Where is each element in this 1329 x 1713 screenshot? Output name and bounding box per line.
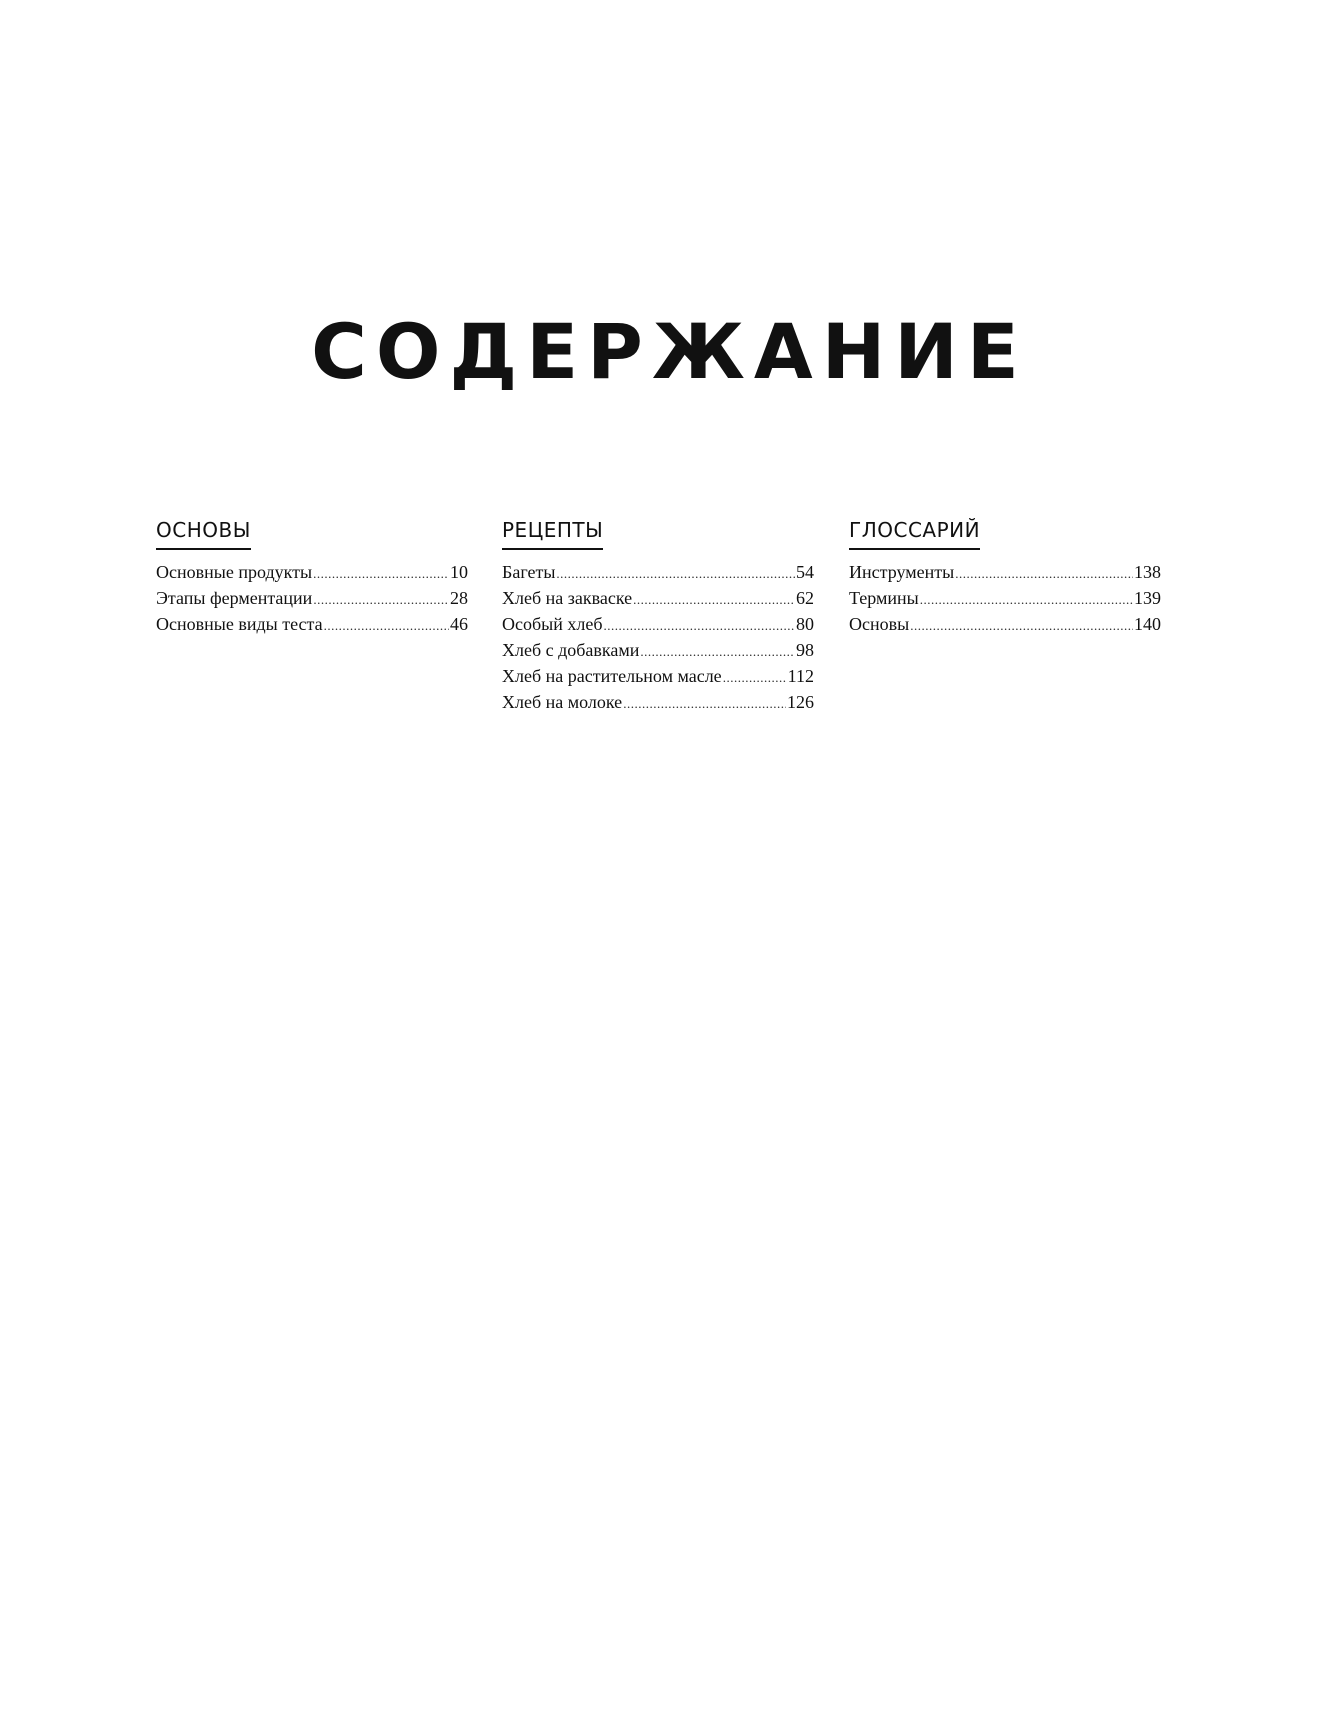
entry-title: Термины bbox=[849, 588, 919, 608]
dot-leader bbox=[640, 639, 795, 664]
toc-entry[interactable] bbox=[156, 560, 468, 586]
entry-page-number: 140 bbox=[1134, 614, 1161, 634]
toc-entry[interactable] bbox=[502, 586, 814, 612]
dot-leader bbox=[633, 587, 795, 612]
toc-entry[interactable] bbox=[156, 586, 468, 612]
toc-entry[interactable] bbox=[849, 612, 1161, 638]
toc-entry[interactable] bbox=[502, 638, 814, 664]
entry-page-number: 28 bbox=[450, 588, 468, 608]
dot-leader bbox=[313, 561, 449, 586]
entry-title: Основные виды теста bbox=[156, 614, 323, 634]
section-heading: ГЛОССАРИЙ bbox=[849, 517, 980, 550]
toc-list bbox=[849, 560, 1161, 638]
entry-page-number: 54 bbox=[796, 562, 814, 582]
toc-entry[interactable] bbox=[156, 612, 468, 638]
entry-page-number: 10 bbox=[450, 562, 468, 582]
toc-section-recipes bbox=[502, 517, 814, 716]
toc-entry[interactable] bbox=[849, 560, 1161, 586]
entry-title: Хлеб на закваске bbox=[502, 588, 633, 608]
entry-page-number: 46 bbox=[450, 614, 468, 634]
toc-entry[interactable] bbox=[502, 612, 814, 638]
dot-leader bbox=[623, 691, 786, 716]
entry-page-number: 62 bbox=[796, 588, 814, 608]
entry-title: Основные продукты bbox=[156, 562, 313, 582]
dot-leader bbox=[324, 613, 449, 638]
dot-leader bbox=[604, 613, 795, 638]
dot-leader bbox=[556, 561, 795, 586]
dot-leader bbox=[313, 587, 449, 612]
entry-page-number: 139 bbox=[1134, 588, 1161, 608]
toc-entry[interactable] bbox=[502, 560, 814, 586]
entry-title: Хлеб с добавками bbox=[502, 640, 640, 660]
entry-page-number: 138 bbox=[1134, 562, 1161, 582]
toc-entry[interactable] bbox=[502, 664, 814, 690]
entry-title: Инструменты bbox=[849, 562, 955, 582]
page-title: СОДЕРЖАНИЕ bbox=[311, 307, 1028, 396]
entry-title: Особый хлеб bbox=[502, 614, 603, 634]
entry-title: Этапы ферментации bbox=[156, 588, 313, 608]
toc-list bbox=[502, 560, 814, 716]
entry-page-number: 126 bbox=[787, 692, 814, 712]
entry-title: Хлеб на молоке bbox=[502, 692, 623, 712]
dot-leader bbox=[920, 587, 1133, 612]
section-heading: РЕЦЕПТЫ bbox=[502, 517, 603, 550]
dot-leader bbox=[910, 613, 1133, 638]
entry-title: Багеты bbox=[502, 562, 556, 582]
dot-leader bbox=[723, 665, 787, 690]
entry-title: Основы bbox=[849, 614, 910, 634]
toc-section-glossary bbox=[849, 517, 1161, 638]
entry-page-number: 80 bbox=[796, 614, 814, 634]
entry-page-number: 112 bbox=[787, 666, 814, 686]
dot-leader bbox=[955, 561, 1133, 586]
toc-list bbox=[156, 560, 468, 638]
section-heading: ОСНОВЫ bbox=[156, 517, 251, 550]
toc-entry[interactable] bbox=[502, 690, 814, 716]
toc-section-basics bbox=[156, 517, 468, 638]
entry-page-number: 98 bbox=[796, 640, 814, 660]
toc-entry[interactable] bbox=[849, 586, 1161, 612]
entry-title: Хлеб на растительном масле bbox=[502, 666, 722, 686]
